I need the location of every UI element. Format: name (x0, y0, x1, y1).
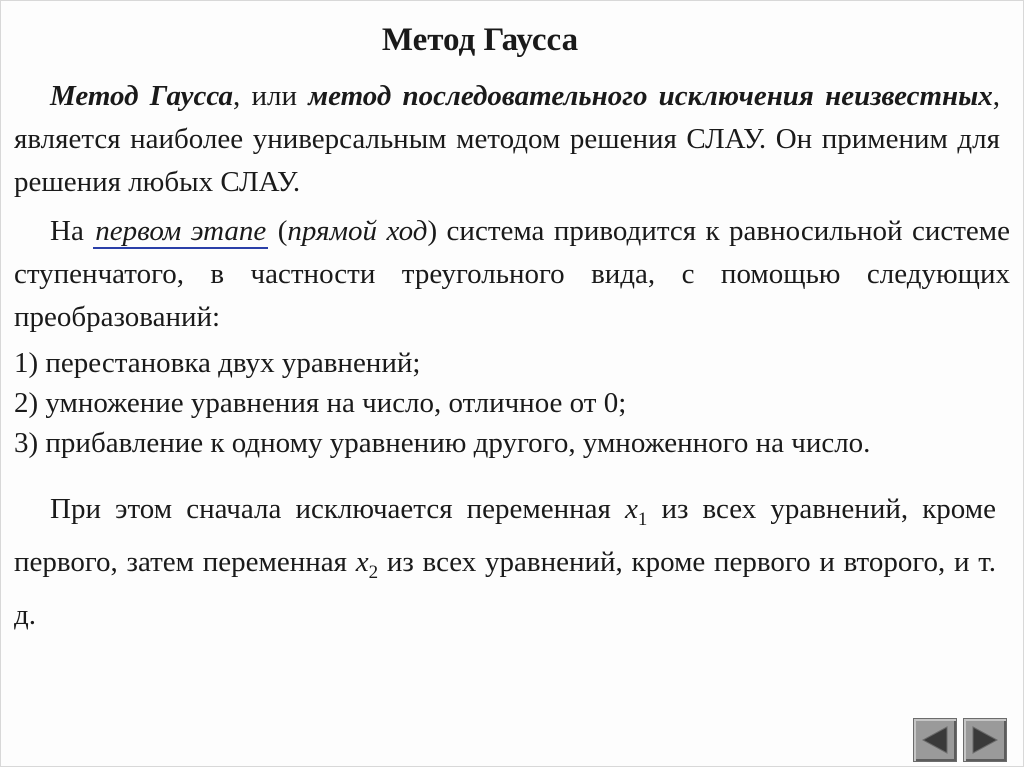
paragraph1-text2: , является наиболее универсальным методом решения СЛАУ. Он применим для решения любых СЛАУ. (14, 80, 1000, 198)
paragraph-definition (14, 75, 1000, 204)
paragraph1-text1: , или (233, 80, 309, 112)
paragraph2-text2: ( (268, 215, 288, 247)
variable-x1-subscript: 1 (637, 508, 648, 530)
paragraph3-text2: из всех уравнений, кроме первого, затем переменная (14, 493, 996, 578)
paragraph-elimination (14, 488, 996, 637)
slide-title: Метод Гаусса (381, 22, 579, 58)
paragraph2-text3: ) система приводится к равносильной системе ступенчатого, в частности треугольного вида, с помощью следующих преобразований: (14, 215, 1010, 333)
forward-pass-term: прямой ход (287, 215, 428, 247)
term-gauss-method: Метод Гаусса (50, 80, 234, 112)
previous-slide-button[interactable] (913, 718, 957, 762)
variable-x2-subscript: 2 (368, 561, 379, 583)
list-item: 1) перестановка двух уравнений; (14, 347, 421, 379)
paragraph3-text3: из всех уравнений, кроме первого и второго, и т. д. (14, 545, 996, 631)
paragraph-first-stage (14, 210, 1010, 339)
first-stage-link[interactable]: первом этапе (95, 215, 267, 247)
list-item: 2) умножение уравнения на число, отличное от 0; (14, 387, 627, 419)
variable-x2: x (355, 545, 369, 578)
variable-x1: x (624, 493, 638, 525)
next-slide-button[interactable] (963, 718, 1007, 762)
arrow-left-icon (918, 723, 952, 757)
transformations-list (14, 343, 1024, 463)
paragraph3-text1: При этом сначала исключается переменная (50, 493, 625, 525)
arrow-right-icon (968, 723, 1002, 757)
term-sequential-elimination: метод последовательного исключения неизвестных (308, 80, 993, 112)
paragraph2-text1: На (50, 215, 94, 247)
list-item: 3) прибавление к одному уравнению другого, умноженного на число. (14, 427, 871, 459)
